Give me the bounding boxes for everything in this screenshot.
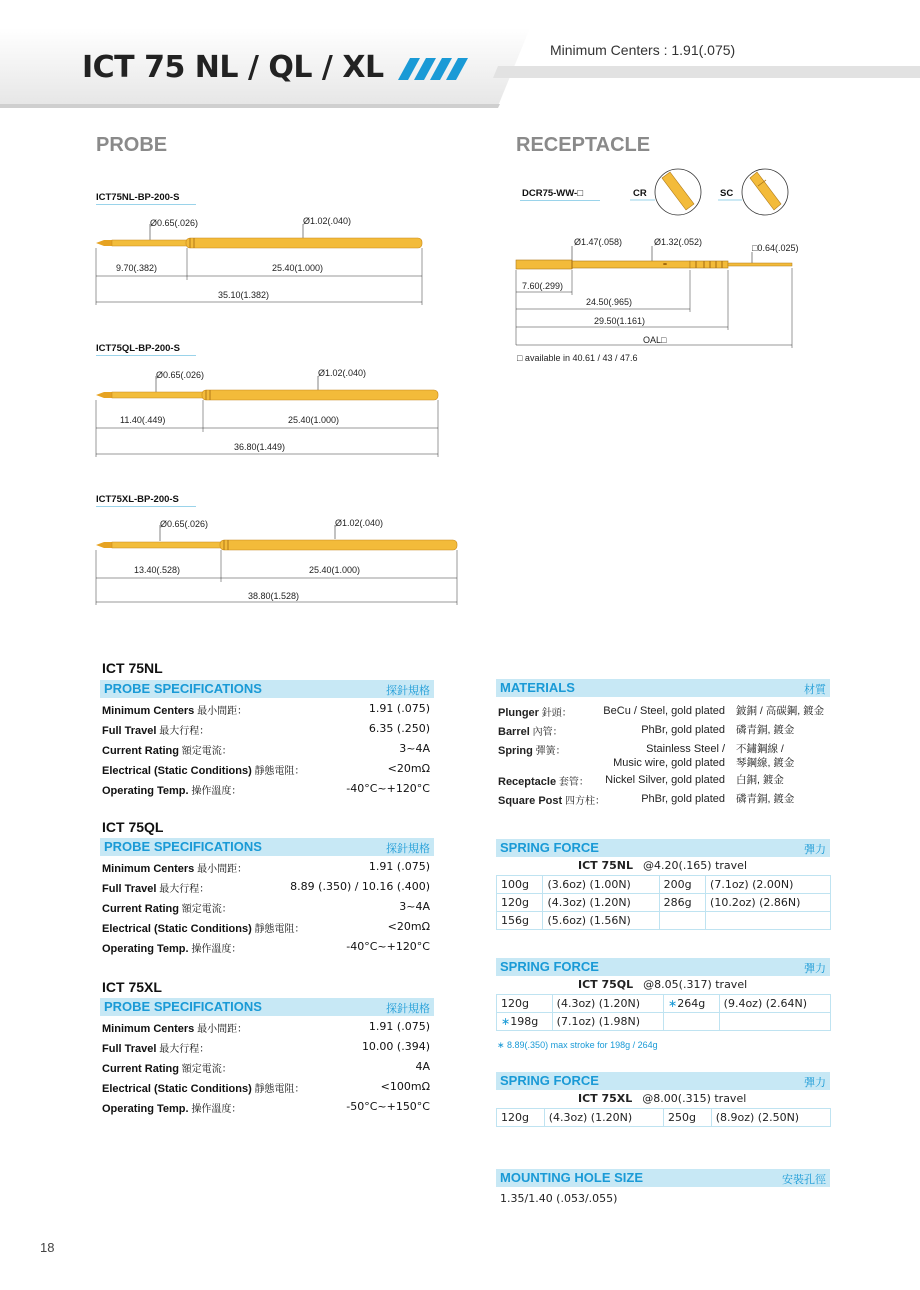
tip-length-nl: 9.70(.382) xyxy=(116,263,158,273)
barrel-diameter-ql: Ø1.02(.040) xyxy=(318,368,367,378)
spring-force-header-nl: SPRING FORCE 彈力 xyxy=(496,839,830,857)
spring-force-table-xl xyxy=(496,1108,831,1127)
spec-header-nl: PROBE SPECIFICATIONS 探針規格 xyxy=(100,680,434,698)
receptacle-section-title: RECEPTACLE xyxy=(516,134,651,156)
barrel-length-xl: 25.40(1.000) xyxy=(309,565,361,575)
page-title: ICT 75 NL / QL / XL xyxy=(82,50,384,85)
spring-force-table-ql xyxy=(496,994,831,1031)
spec-row: Electrical (Static Conditions) 靜態電阻： <20mΩ xyxy=(102,762,430,777)
tip-diameter-nl: Ø0.65(.026) xyxy=(150,218,199,228)
spec-group-title-nl: ICT 75NL xyxy=(102,660,163,676)
spring-force-header-xl: SPRING FORCE 彈力 xyxy=(496,1072,830,1090)
spring-force-sub-nl: ICT 75NL @4.20(.165) travel xyxy=(578,859,748,872)
spec-row: Minimum Centers 最小間距： 1.91 (.075) xyxy=(102,1020,430,1035)
spec-row: Current Rating 額定電流： 4A xyxy=(102,1060,430,1075)
table-row: 120g (4.3oz) (1.20N) 286g (10.2oz) (2.86N) xyxy=(497,894,831,912)
receptacle-part-no: DCR75-WW-□ xyxy=(522,188,583,199)
tip-length-ql: 11.40(.449) xyxy=(120,415,166,425)
probe-section-title: PROBE xyxy=(96,134,168,156)
spec-row: Current Rating 額定電流： 3~4A xyxy=(102,742,430,757)
receptacle-drawing xyxy=(0,0,920,370)
stroke-note: ∗ 8.89(.350) max stroke for 198g / 264g xyxy=(497,1040,658,1050)
receptacle-oal: OAL□ xyxy=(643,335,667,345)
page-number: 18 xyxy=(40,1240,55,1255)
spec-header-xl: PROBE SPECIFICATIONS 探針規格 xyxy=(100,998,434,1016)
probe-part-no-ql: ICT75QL-BP-200-S xyxy=(96,343,180,354)
material-row: Barrel 內管： PhBr, gold plated 磷青銅, 鍍金 xyxy=(498,724,795,738)
spec-row: Minimum Centers 最小間距： 1.91 (.075) xyxy=(102,702,430,717)
mounting-header: MOUNTING HOLE SIZE 安裝孔徑 xyxy=(496,1169,830,1187)
material-row: Receptacle 套管： Nickel Silver, gold plated 白銅, 鍍金 xyxy=(498,774,784,788)
spring-force-table-nl xyxy=(496,875,831,930)
spec-group-title-xl: ICT 75XL xyxy=(102,979,162,995)
spring-force-header-ql: SPRING FORCE 彈力 xyxy=(496,958,830,976)
probe-part-no-xl: ICT75XL-BP-200-S xyxy=(96,494,179,505)
table-row: 120g (4.3oz) (1.20N) 250g (8.9oz) (2.50N) xyxy=(497,1109,831,1127)
square-post-size: □0.64(.025) xyxy=(752,243,799,253)
spec-row: Full Travel 最大行程： 6.35 (.250) xyxy=(102,722,430,737)
probe-part-no-nl: ICT75NL-BP-200-S xyxy=(96,192,180,203)
tip-diameter-ql: Ø0.65(.026) xyxy=(156,370,205,380)
material-row: Square Post 四方柱： PhBr, gold plated 磷青銅, 鍍金 xyxy=(498,793,795,807)
receptacle-length-2: 24.50(.965) xyxy=(586,297,633,307)
tip-length-xl: 13.40(.528) xyxy=(134,565,181,575)
spring-force-sub-ql: ICT 75QL @8.05(.317) travel xyxy=(578,978,748,991)
spec-row: Electrical (Static Conditions) 靜態電阻： <20mΩ xyxy=(102,920,430,935)
minimum-centers: Minimum Centers : 1.91(.075) xyxy=(550,42,736,58)
spec-group-title-ql: ICT 75QL xyxy=(102,819,164,835)
receptacle-length-1: 7.60(.299) xyxy=(522,281,564,291)
barrel-length-nl: 25.40(1.000) xyxy=(272,263,324,273)
receptacle-diameter-1: Ø1.47(.058) xyxy=(574,237,623,247)
spring-force-sub-xl: ICT 75XL @8.00(.315) travel xyxy=(578,1092,747,1105)
receptacle-diameter-2: Ø1.32(.052) xyxy=(654,237,703,247)
barrel-diameter-nl: Ø1.02(.040) xyxy=(303,216,352,226)
total-length-xl: 38.80(1.528) xyxy=(248,591,300,601)
table-row: ∗198g (7.1oz) (1.98N) xyxy=(497,1013,831,1031)
table-row: 100g (3.6oz) (1.00N) 200g (7.1oz) (2.00N) xyxy=(497,876,831,894)
materials-header: MATERIALS 材質 xyxy=(496,679,830,697)
spec-header-ql: PROBE SPECIFICATIONS 探針規格 xyxy=(100,838,434,856)
material-row: Plunger 針頭： BeCu / Steel, gold plated 鈹銅 / 高碳鋼, 鍍金 xyxy=(498,705,825,719)
barrel-diameter-xl: Ø1.02(.040) xyxy=(335,518,384,528)
spec-row: Full Travel 最大行程： 10.00 (.394) xyxy=(102,1040,430,1055)
table-row: 156g (5.6oz) (1.56N) xyxy=(497,912,831,930)
total-length-nl: 35.10(1.382) xyxy=(218,290,270,300)
total-length-ql: 36.80(1.449) xyxy=(234,442,286,452)
sc-label: SC xyxy=(720,188,734,199)
receptacle-length-3: 29.50(1.161) xyxy=(594,316,646,326)
available-lengths: □ available in 40.61 / 43 / 47.6 xyxy=(517,353,638,363)
mounting-hole-size: 1.35/1.40 (.053/.055) xyxy=(500,1192,618,1205)
spec-row: Operating Temp. 操作溫度： -40°C~+120°C xyxy=(102,940,430,955)
cr-label: CR xyxy=(633,188,647,199)
spec-row: Current Rating 額定電流： 3~4A xyxy=(102,900,430,915)
spec-row: Operating Temp. 操作溫度： -40°C~+120°C xyxy=(102,782,430,797)
table-row: 120g (4.3oz) (1.20N) ∗264g (9.4oz) (2.64N) xyxy=(497,995,831,1013)
spec-row: Electrical (Static Conditions) 靜態電阻： <100mΩ xyxy=(102,1080,430,1095)
spec-row: Operating Temp. 操作溫度： -50°C~+150°C xyxy=(102,1100,430,1115)
spec-row: Minimum Centers 最小間距： 1.91 (.075) xyxy=(102,860,430,875)
material-row: Spring 彈簧： Stainless Steel / Music wire, gold plated 不鏽鋼線 / 琴鋼線, 鍍金 xyxy=(498,743,795,769)
barrel-length-ql: 25.40(1.000) xyxy=(288,415,340,425)
tip-diameter-xl: Ø0.65(.026) xyxy=(160,519,209,529)
spec-row: Full Travel 最大行程： 8.89 (.350) / 10.16 (.400) xyxy=(102,880,430,895)
